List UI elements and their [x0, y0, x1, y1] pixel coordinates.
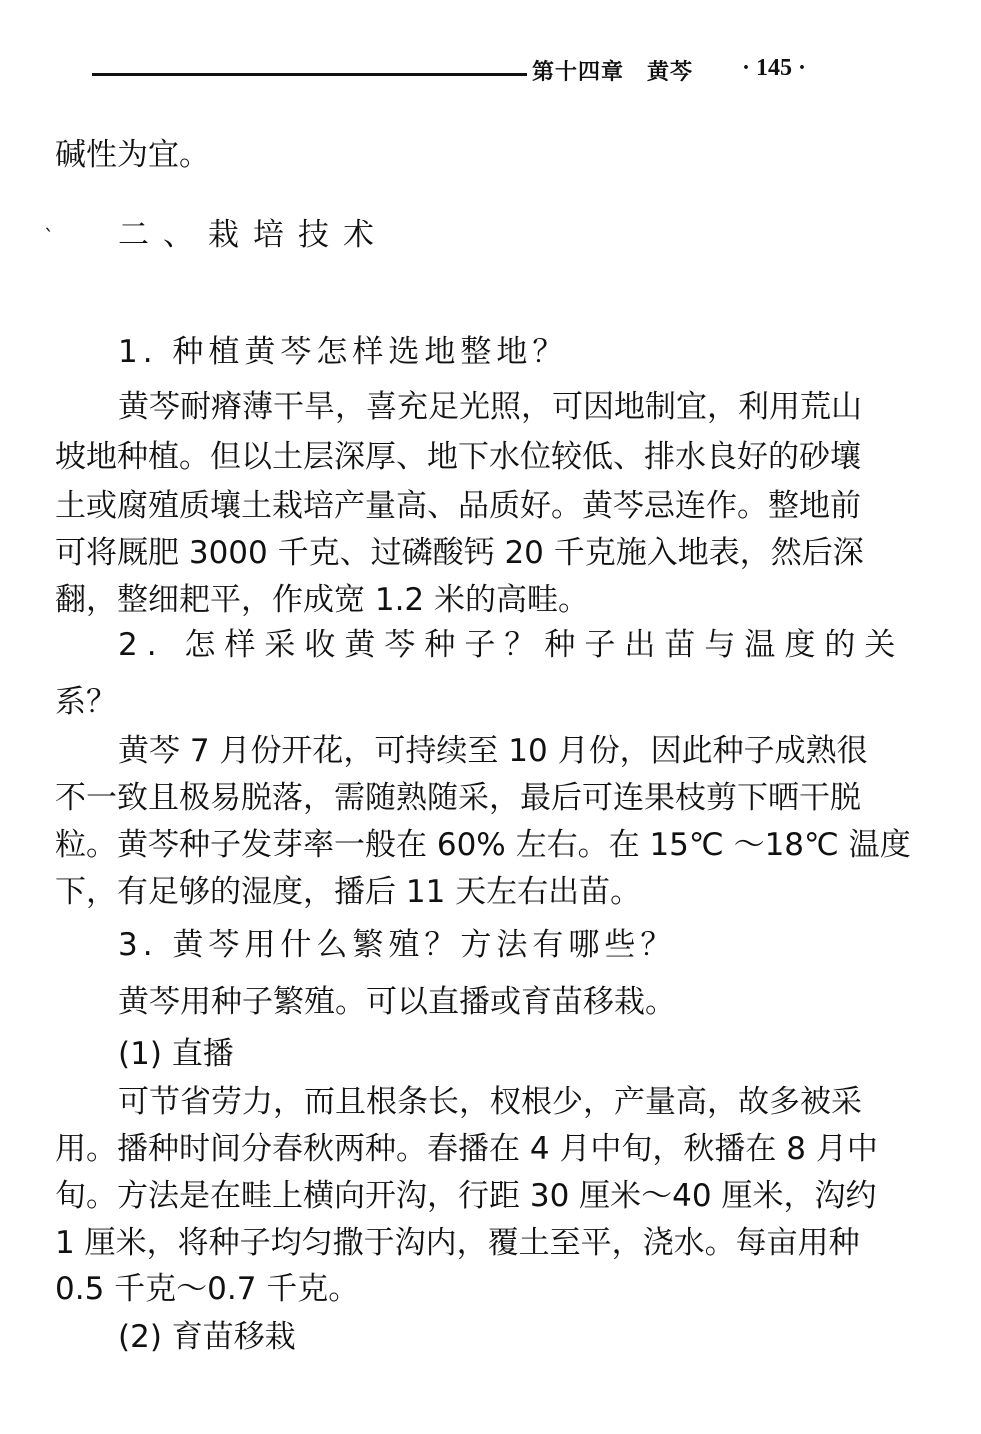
question-heading: 1. 种植黄芩怎样选地整地？ — [118, 334, 569, 370]
text-line: 不一致且极易脱落，需随熟随采，最后可连果枝剪下晒干脱 — [55, 780, 861, 816]
text-line: 0.5 千克～0.7 千克。 — [55, 1271, 360, 1307]
question-heading: 3. 黄芩用什么繁殖？方法有哪些？ — [118, 927, 677, 963]
section-heading: 二、栽培技术 — [118, 217, 388, 253]
text-line: 黄芩用种子繁殖。可以直播或育苗移栽。 — [118, 984, 676, 1020]
text-line: 1 厘米，将种子均匀撒于沟内，覆土至平，浇水。每亩用种 — [55, 1225, 860, 1261]
question-heading: 2. 怎样采收黄芩种子？种子出苗与温度的关 — [118, 627, 905, 663]
text-line: 黄芩耐瘠薄干旱，喜充足光照，可因地制宜，利用荒山 — [118, 389, 862, 425]
header-rule — [92, 73, 527, 76]
text-line: 坡地种植。但以土层深厚、地下水位较低、排水良好的砂壤 — [55, 439, 861, 475]
chapter-title: 第十四章 黄芩 — [532, 59, 694, 85]
text-line: 粒。黄芩种子发芽率一般在 60% 左右。在 15℃ ～18℃ 温度 — [55, 827, 911, 863]
text-line: 用。播种时间分春秋两种。春播在 4 月中旬，秋播在 8 月中 — [55, 1131, 878, 1167]
text-line: 黄芩 7 月份开花，可持续至 10 月份，因此种子成熟很 — [118, 733, 868, 769]
stray-mark: ` — [44, 225, 54, 249]
text-line: 下，有足够的湿度，播后 11 天左右出苗。 — [55, 874, 642, 910]
text-line: 系？ — [55, 684, 117, 720]
text-line: 可节省劳力，而且根条长，杈根少，产量高，故多被采 — [118, 1084, 862, 1120]
subsection-heading: (1) 直播 — [118, 1036, 234, 1072]
text-line: 碱性为宜。 — [55, 137, 210, 173]
text-line: 旬。方法是在畦上横向开沟，行距 30 厘米～40 厘米，沟约 — [55, 1178, 877, 1214]
page-number: · 145 · — [742, 55, 807, 81]
running-header — [92, 55, 852, 95]
text-line: 翻，整细耙平，作成宽 1.2 米的高畦。 — [55, 582, 590, 618]
text-line: 可将厩肥 3000 千克、过磷酸钙 20 千克施入地表，然后深 — [55, 535, 864, 571]
text-line: 土或腐殖质壤土栽培产量高、品质好。黄芩忌连作。整地前 — [55, 488, 861, 524]
subsection-heading: (2) 育苗移栽 — [118, 1319, 296, 1355]
